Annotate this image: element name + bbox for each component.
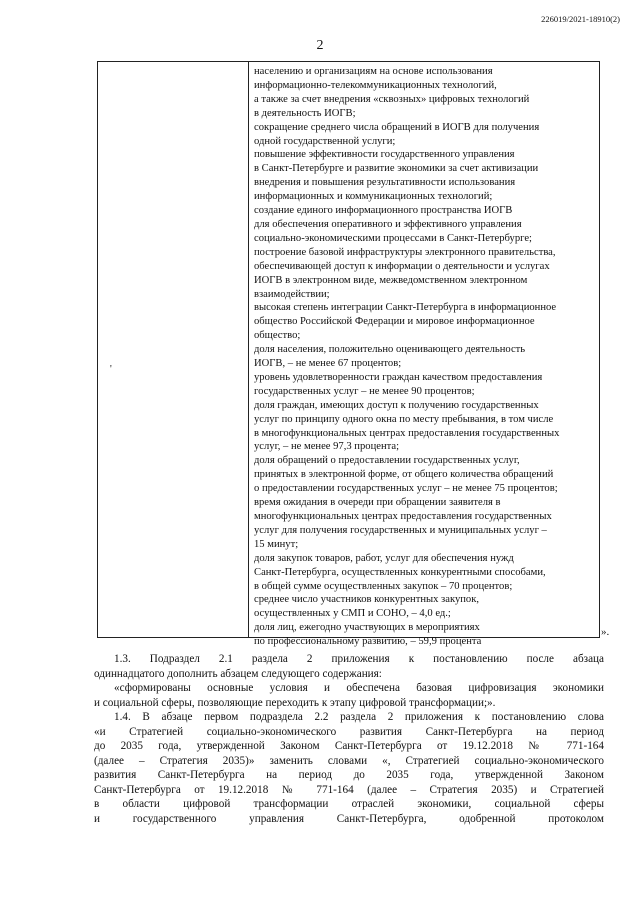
table-line: социально-экономическими процессами в Санкт-Петербурге; xyxy=(254,232,532,244)
page-number: 2 xyxy=(316,38,324,53)
table-line: повышение эффективности государственного управления xyxy=(254,149,515,161)
table-line: о предоставлении государственных услуг – не менее 75 процентов; xyxy=(254,483,558,495)
table-line: доля лиц, ежегодно участвующих в мероприятиях xyxy=(254,622,480,634)
table-line: 15 минут; xyxy=(254,538,299,550)
table-line: общество Российской Федерации и мировое информационное xyxy=(254,316,535,328)
table-line: услуг для получения государственных и муниципальных услуг – xyxy=(254,524,547,536)
table-column-divider xyxy=(248,62,249,637)
table-line: многофункциональных центрах предоставления государственных xyxy=(254,511,552,522)
paragraph-quote xyxy=(94,681,604,710)
table-line: доля закупок товаров, работ, услуг для обеспечения нужд xyxy=(254,552,514,564)
body-text xyxy=(94,652,604,827)
table-line: обеспечивающей доступ к информации о деятельности и услугах xyxy=(254,260,550,272)
text-line: (далее – Стратегия 2035)» заменить словами «, Стратегией социально-экономического xyxy=(94,754,604,767)
table-line: общество; xyxy=(254,330,301,342)
table-line: Санкт-Петербурга, осуществленных конкурентными способами, xyxy=(254,566,546,578)
table-line: услуг по принципу одного окна по месту пребывания, в том числе xyxy=(254,413,554,425)
table-line: высокая степень интеграции Санкт-Петербурга в информационное xyxy=(254,302,557,314)
table-line: принятых в электронной форме, от общего количества обращений xyxy=(254,469,554,481)
text-line: 1.4. В абзаце первом подраздела 2.2 раздела 2 приложения к постановлению слова xyxy=(114,711,604,724)
table-line: одной государственной услуги; xyxy=(254,135,396,147)
table-line: информационных и коммуникационных технологий; xyxy=(254,191,493,203)
table-line: доля граждан, имеющих доступ к получению государственных xyxy=(254,399,539,411)
paragraph-1-4 xyxy=(94,710,604,826)
table-line: создание единого информационного пространства ИОГВ xyxy=(254,205,513,217)
table-line: в деятельность ИОГВ; xyxy=(254,107,356,119)
table-line: по профессиональному развитию, – 59,9 процента xyxy=(254,636,482,648)
table-indicators-cell xyxy=(254,65,595,649)
table-line: взаимодействии; xyxy=(254,288,330,300)
text-line: 1.3. Подраздел 2.1 раздела 2 приложения к постановлению после абзаца xyxy=(114,653,604,665)
table-line: осуществленных у СМП и СОНО, – 4,0 ед.; xyxy=(254,608,451,620)
table-line: внедрения и повышения результативности использования xyxy=(254,177,516,189)
table-line: доля населения, положительно оценивающего деятельность xyxy=(254,344,526,356)
text-line: Санкт-Петербурга от 19.12.2018 № 771-164 (далее – Стратегия 2035) и Стратегией xyxy=(94,783,604,796)
table-closing-quote: ». xyxy=(601,626,610,638)
paragraph-1-3 xyxy=(94,652,604,681)
table-line: среднее число участников конкурентных закупок, xyxy=(254,594,479,606)
text-line: и государственного управления Санкт-Петербурга, одобренной протоколом xyxy=(94,813,604,826)
table-line: услуг, – не менее 97,3 процента; xyxy=(254,441,400,453)
table-line: в Санкт-Петербурге и развитие экономики за счет активизации xyxy=(254,163,539,175)
table-line: в общей сумме осуществленных закупок – 70 процентов; xyxy=(254,580,513,592)
table-line: а также за счет внедрения «сквозных» цифровых технологий xyxy=(254,93,530,105)
table-line: построение базовой инфраструктуры электронного правительства, xyxy=(254,246,556,258)
table-line: для обеспечения оперативного и эффективного управления xyxy=(254,218,522,230)
table-line: ИОГВ, – не менее 67 процентов; xyxy=(254,358,402,370)
text-line: и социальной сферы, позволяющие переходить к этапу цифровой трансформации;». xyxy=(94,696,496,709)
table-line: ИОГВ в электронном виде, межведомственном электронном xyxy=(254,274,528,286)
text-line: «сформированы основные условия и обеспечена базовая цифровизация экономики xyxy=(114,682,604,695)
table-line: доля обращений о предоставлении государственных услуг, xyxy=(254,455,520,467)
table-line: сокращение среднего числа обращений в ИОГВ для получения xyxy=(254,121,540,133)
table-line: время ожидания в очереди при обращении заявителя в xyxy=(254,497,501,509)
document-id: 226019/2021-18910(2) xyxy=(541,14,620,24)
table-line: в многофункциональных центрах предоставления государственных xyxy=(254,427,560,439)
table-line: уровень удовлетворенности граждан качеством предоставления xyxy=(254,371,543,383)
table-line: населению и организациям на основе использования xyxy=(254,66,493,77)
text-line: до 2035 года, утвержденной Законом Санкт-Петербурга от 19.12.2018 № 771-164 xyxy=(94,740,604,753)
table-col1-mark: ' xyxy=(110,364,112,375)
table-line: государственных услуг – не менее 90 процентов; xyxy=(254,385,475,397)
text-line: одиннадцатого дополнить абзацем следующего содержания: xyxy=(94,667,382,680)
table-line: информационно-телекоммуникационных технологий, xyxy=(254,79,497,91)
text-line: в области цифровой трансформации отраслей экономики, социальной сферы xyxy=(94,798,604,811)
text-line: развития Санкт-Петербурга на период до 2035 года, утвержденной Законом xyxy=(94,769,604,782)
text-line: «и Стратегией социально-экономического развития Санкт-Петербурга на период xyxy=(94,725,604,738)
indicators-table xyxy=(97,61,600,648)
